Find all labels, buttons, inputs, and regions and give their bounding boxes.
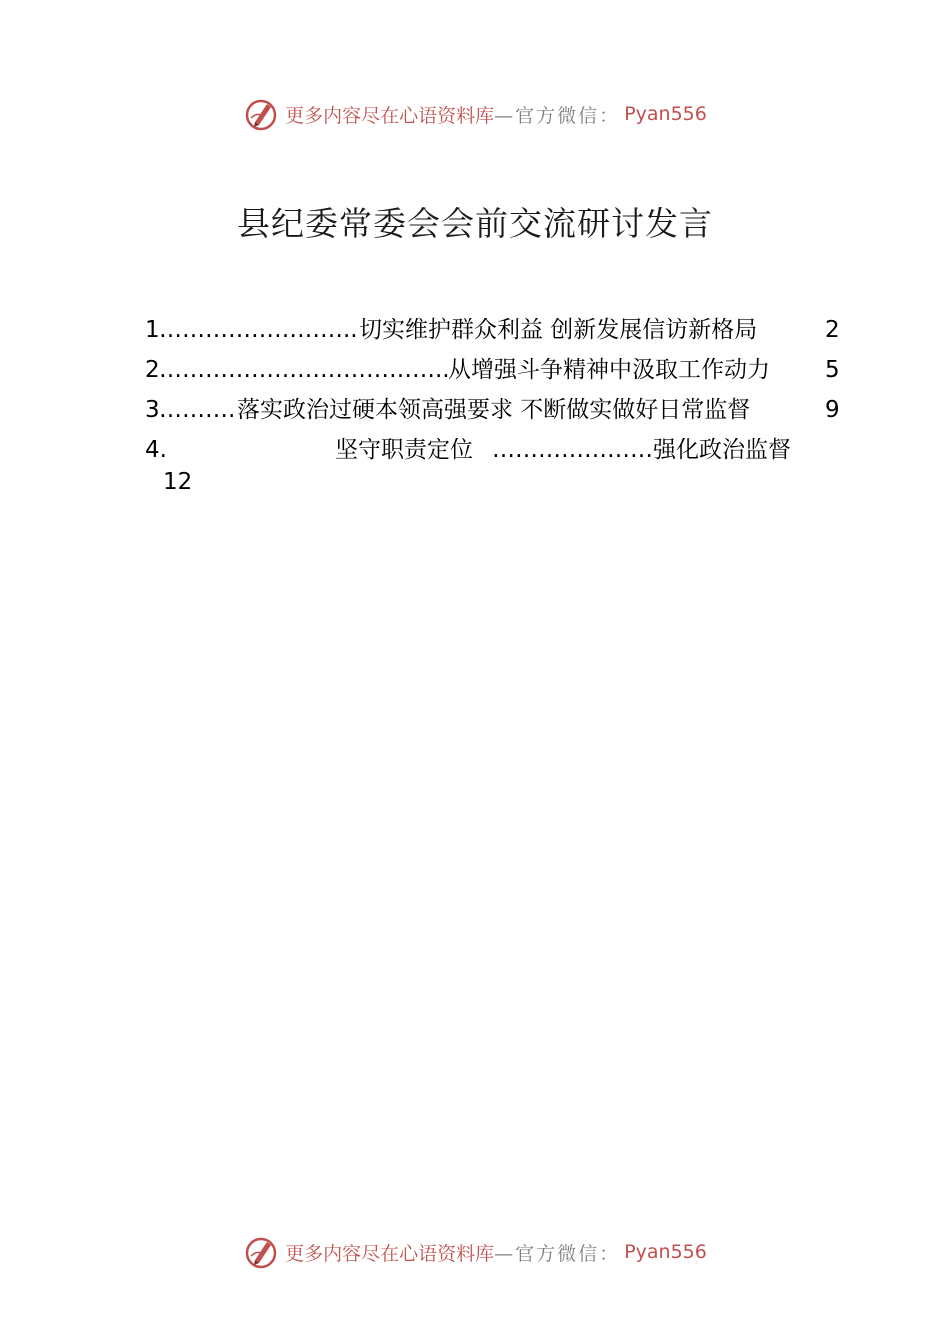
toc-entry-page: 12 xyxy=(163,469,193,495)
toc-entry-number: 2 xyxy=(145,357,160,383)
watermark-wechat-label: —官方微信： xyxy=(494,104,621,127)
footer-watermark xyxy=(0,1232,950,1272)
toc-dot-leader: ………………… xyxy=(492,437,653,463)
toc-entry-number: 3 xyxy=(145,397,160,423)
toc-entry-4[interactable] xyxy=(145,432,845,472)
watermark-wechat-id: Pyan556 xyxy=(624,1241,707,1263)
toc-dot-leader: ……………………………….. xyxy=(159,357,450,383)
toc-entry-page: 2 xyxy=(825,317,840,343)
toc-entry-2[interactable] xyxy=(145,352,845,392)
toc-entry-page: 9 xyxy=(825,397,840,423)
pen-circle-logo-icon xyxy=(243,1234,279,1270)
toc-entry-3[interactable] xyxy=(145,392,845,432)
watermark-site-text: 更多内容尽在心语资料库 xyxy=(285,1242,495,1265)
toc-entry-title: 从增强斗争精神中汲取工作动力 xyxy=(448,357,770,383)
table-of-contents xyxy=(145,312,845,495)
toc-entry-title: 坚守职责定位 xyxy=(335,437,473,463)
toc-entry-1[interactable] xyxy=(145,312,845,352)
watermark-wechat-label: —官方微信： xyxy=(494,1242,621,1265)
watermark-wechat-id: Pyan556 xyxy=(624,103,707,125)
toc-entry-subtitle: 强化政治监督 xyxy=(653,437,791,463)
toc-entry-number: 1 xyxy=(145,317,160,343)
toc-dot-leader: ………. xyxy=(159,397,236,423)
toc-dot-leader: …………………….. xyxy=(159,317,358,343)
watermark-site-text: 更多内容尽在心语资料库 xyxy=(285,104,495,127)
header-watermark xyxy=(0,94,950,134)
toc-entry-title: 切实维护群众利益 创新发展信访新格局 xyxy=(359,317,758,343)
pen-circle-logo-icon xyxy=(243,96,279,132)
toc-entry-page: 5 xyxy=(825,357,840,383)
document-title: 县纪委常委会会前交流研讨发言 xyxy=(237,204,713,243)
toc-entry-title: 落实政治过硬本领高强要求 不断做实做好日常监督 xyxy=(237,397,751,423)
toc-entry-number: 4. xyxy=(145,437,167,463)
